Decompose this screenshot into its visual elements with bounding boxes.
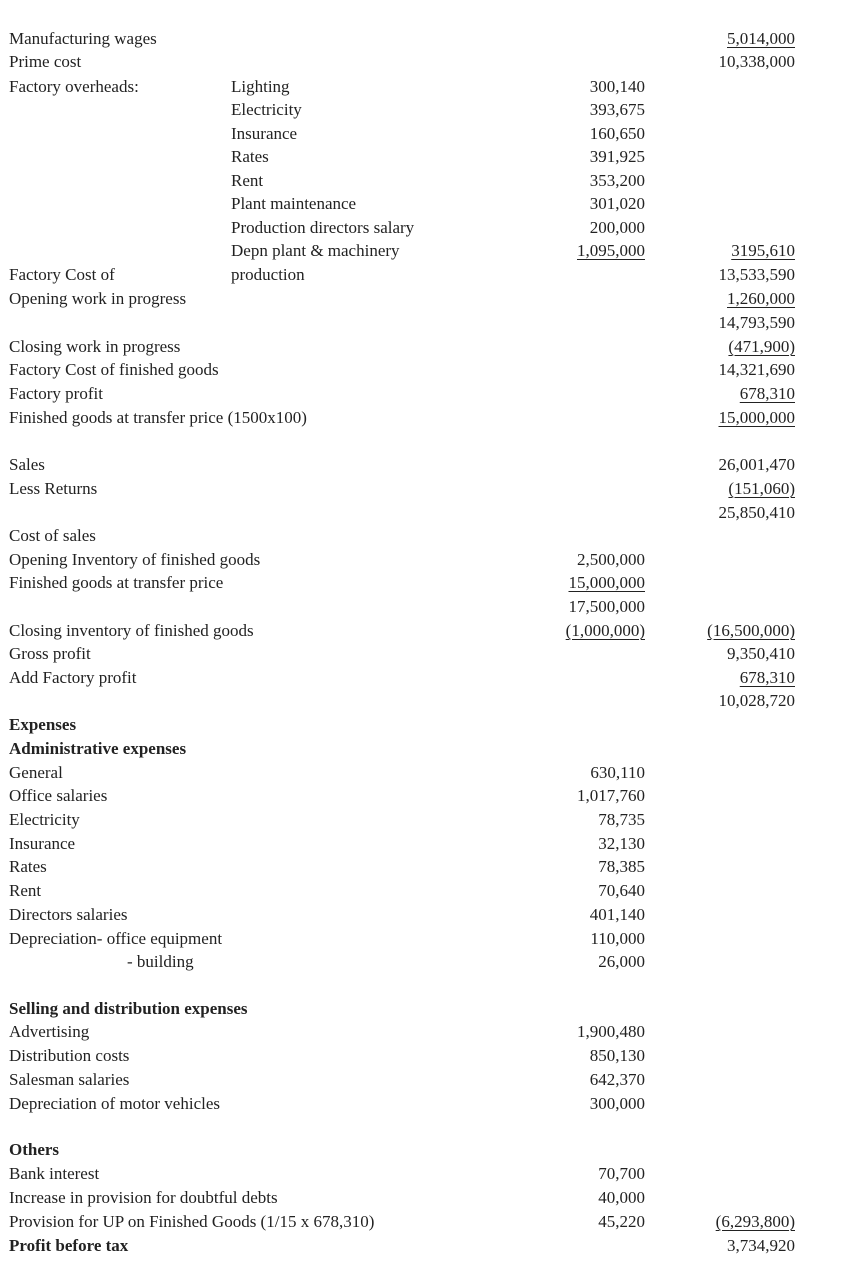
closing-inventory-value: (1,000,000) bbox=[565, 621, 645, 640]
closing-wip-label: Closing work in progress bbox=[9, 337, 181, 356]
overhead-label: Production directors salary bbox=[231, 218, 415, 237]
admin-expense-label: Office salaries bbox=[9, 786, 108, 805]
admin-expense-value: 110,000 bbox=[590, 929, 645, 948]
admin-expense-label: Insurance bbox=[9, 834, 76, 853]
overhead-label: Rent bbox=[231, 171, 264, 190]
overhead-value: 301,020 bbox=[589, 194, 645, 213]
admin-expense-value: 78,385 bbox=[598, 857, 645, 876]
selling-expense-label: Advertising bbox=[9, 1022, 90, 1041]
other-expense-value: 45,220 bbox=[598, 1212, 645, 1231]
selling-expense-value: 642,370 bbox=[589, 1070, 645, 1089]
admin-expense-label: Depreciation- office equipment bbox=[9, 929, 223, 948]
overhead-value: 1,095,000 bbox=[577, 241, 645, 260]
selling-expense-label: Salesman salaries bbox=[9, 1070, 130, 1089]
cost-of-sales-heading: Cost of sales bbox=[9, 526, 96, 545]
others-heading: Others bbox=[9, 1140, 60, 1159]
opening-inventory-label: Opening Inventory of finished goods bbox=[9, 550, 261, 569]
other-expense-value: 70,700 bbox=[598, 1164, 645, 1183]
manufacturing-wages-value: 5,014,000 bbox=[727, 29, 795, 48]
selling-expense-label: Depreciation of motor vehicles bbox=[9, 1094, 221, 1113]
opening-inventory-value: 2,500,000 bbox=[577, 550, 645, 569]
factory-cost-finished-goods-value: 14,321,690 bbox=[718, 360, 795, 379]
other-expense-label: Provision for UP on Finished Goods (1/15 x 678,310) bbox=[9, 1212, 375, 1231]
admin-expense-value: 78,735 bbox=[598, 810, 645, 829]
admin-expense-value: 630,110 bbox=[590, 763, 645, 782]
other-expense-label: Increase in provision for doubtful debts bbox=[9, 1188, 278, 1207]
gross-profit-label: Gross profit bbox=[9, 644, 91, 663]
profit-before-tax-label: Profit before tax bbox=[9, 1236, 129, 1255]
admin-expense-label: General bbox=[9, 763, 63, 782]
factory-cost-finished-goods-label: Factory Cost of finished goods bbox=[9, 360, 219, 379]
opening-wip-value: 1,260,000 bbox=[727, 289, 795, 308]
gross-total-value: 10,028,720 bbox=[718, 691, 795, 710]
prime-cost-label: Prime cost bbox=[9, 52, 82, 71]
factory-overheads-label: Factory overheads: bbox=[9, 77, 139, 96]
admin-expense-value: 32,130 bbox=[598, 834, 645, 853]
admin-expense-value: 401,140 bbox=[589, 905, 645, 924]
selling-expense-label: Distribution costs bbox=[9, 1046, 130, 1065]
selling-expense-value: 300,000 bbox=[589, 1094, 645, 1113]
factory-profit-value: 678,310 bbox=[739, 384, 795, 403]
cos-subtotal: 17,500,000 bbox=[568, 597, 645, 616]
other-expense-label: Bank interest bbox=[9, 1164, 100, 1183]
admin-expense-value: 1,017,760 bbox=[577, 786, 645, 805]
transfer-goods-value: 15,000,000 bbox=[568, 573, 645, 592]
admin-expense-label: Rent bbox=[9, 881, 42, 900]
returns-label: Less Returns bbox=[9, 479, 98, 498]
factory-cost-value: 13,533,590 bbox=[718, 265, 795, 284]
expenses-total: (6,293,800) bbox=[715, 1212, 795, 1231]
add-factory-profit-value: 678,310 bbox=[739, 668, 795, 687]
overhead-label: Rates bbox=[231, 147, 269, 166]
overhead-value: 353,200 bbox=[589, 171, 645, 190]
gross-profit-value: 9,350,410 bbox=[727, 644, 795, 663]
overhead-label: Depn plant & machinery bbox=[231, 241, 400, 260]
selling-expenses-heading: Selling and distribution expenses bbox=[9, 999, 248, 1018]
admin-expense-label: Rates bbox=[9, 857, 47, 876]
cost-of-sales-total: (16,500,000) bbox=[707, 621, 795, 640]
profit-before-tax-value: 3,734,920 bbox=[727, 1236, 795, 1255]
overhead-label: Insurance bbox=[231, 124, 298, 143]
net-sales-value: 25,850,410 bbox=[718, 503, 795, 522]
admin-expenses-heading: Administrative expenses bbox=[9, 739, 187, 758]
overhead-value: 300,140 bbox=[589, 77, 645, 96]
overhead-label: Lighting bbox=[231, 77, 290, 96]
admin-expense-value: 26,000 bbox=[598, 952, 645, 971]
overhead-label: Electricity bbox=[231, 100, 302, 119]
overhead-value: 160,650 bbox=[589, 124, 645, 143]
other-expense-value: 40,000 bbox=[598, 1188, 645, 1207]
overhead-label: Plant maintenance bbox=[231, 194, 357, 213]
selling-expense-value: 850,130 bbox=[589, 1046, 645, 1065]
prime-cost-value: 10,338,000 bbox=[718, 52, 795, 71]
overhead-value: 200,000 bbox=[589, 218, 645, 237]
admin-expense-label: Directors salaries bbox=[9, 905, 128, 924]
transfer-goods-label: Finished goods at transfer price bbox=[9, 573, 224, 592]
factory-profit-label: Factory profit bbox=[9, 384, 103, 403]
overheads-total: 3195,610 bbox=[731, 241, 795, 260]
opening-wip-label: Opening work in progress bbox=[9, 289, 187, 308]
transfer-price-label: Finished goods at transfer price (1500x100) bbox=[9, 408, 307, 427]
closing-wip-value: (471,900) bbox=[728, 337, 795, 356]
manufacturing-wages-label: Manufacturing wages bbox=[9, 29, 157, 48]
admin-expense-label: - building bbox=[127, 952, 194, 971]
selling-expense-value: 1,900,480 bbox=[577, 1022, 645, 1041]
wip-subtotal: 14,793,590 bbox=[718, 313, 795, 332]
closing-inventory-label: Closing inventory of finished goods bbox=[9, 621, 254, 640]
sales-label: Sales bbox=[9, 455, 45, 474]
transfer-price-value: 15,000,000 bbox=[718, 408, 795, 427]
admin-expense-label: Electricity bbox=[9, 810, 80, 829]
factory-cost-label-2: production bbox=[231, 265, 305, 284]
overhead-value: 393,675 bbox=[589, 100, 645, 119]
factory-cost-label: Factory Cost of bbox=[9, 265, 115, 284]
expenses-heading: Expenses bbox=[9, 715, 77, 734]
overhead-value: 391,925 bbox=[589, 147, 645, 166]
sales-value: 26,001,470 bbox=[718, 455, 795, 474]
add-factory-profit-label: Add Factory profit bbox=[9, 668, 137, 687]
admin-expense-value: 70,640 bbox=[598, 881, 645, 900]
returns-value: (151,060) bbox=[728, 479, 795, 498]
